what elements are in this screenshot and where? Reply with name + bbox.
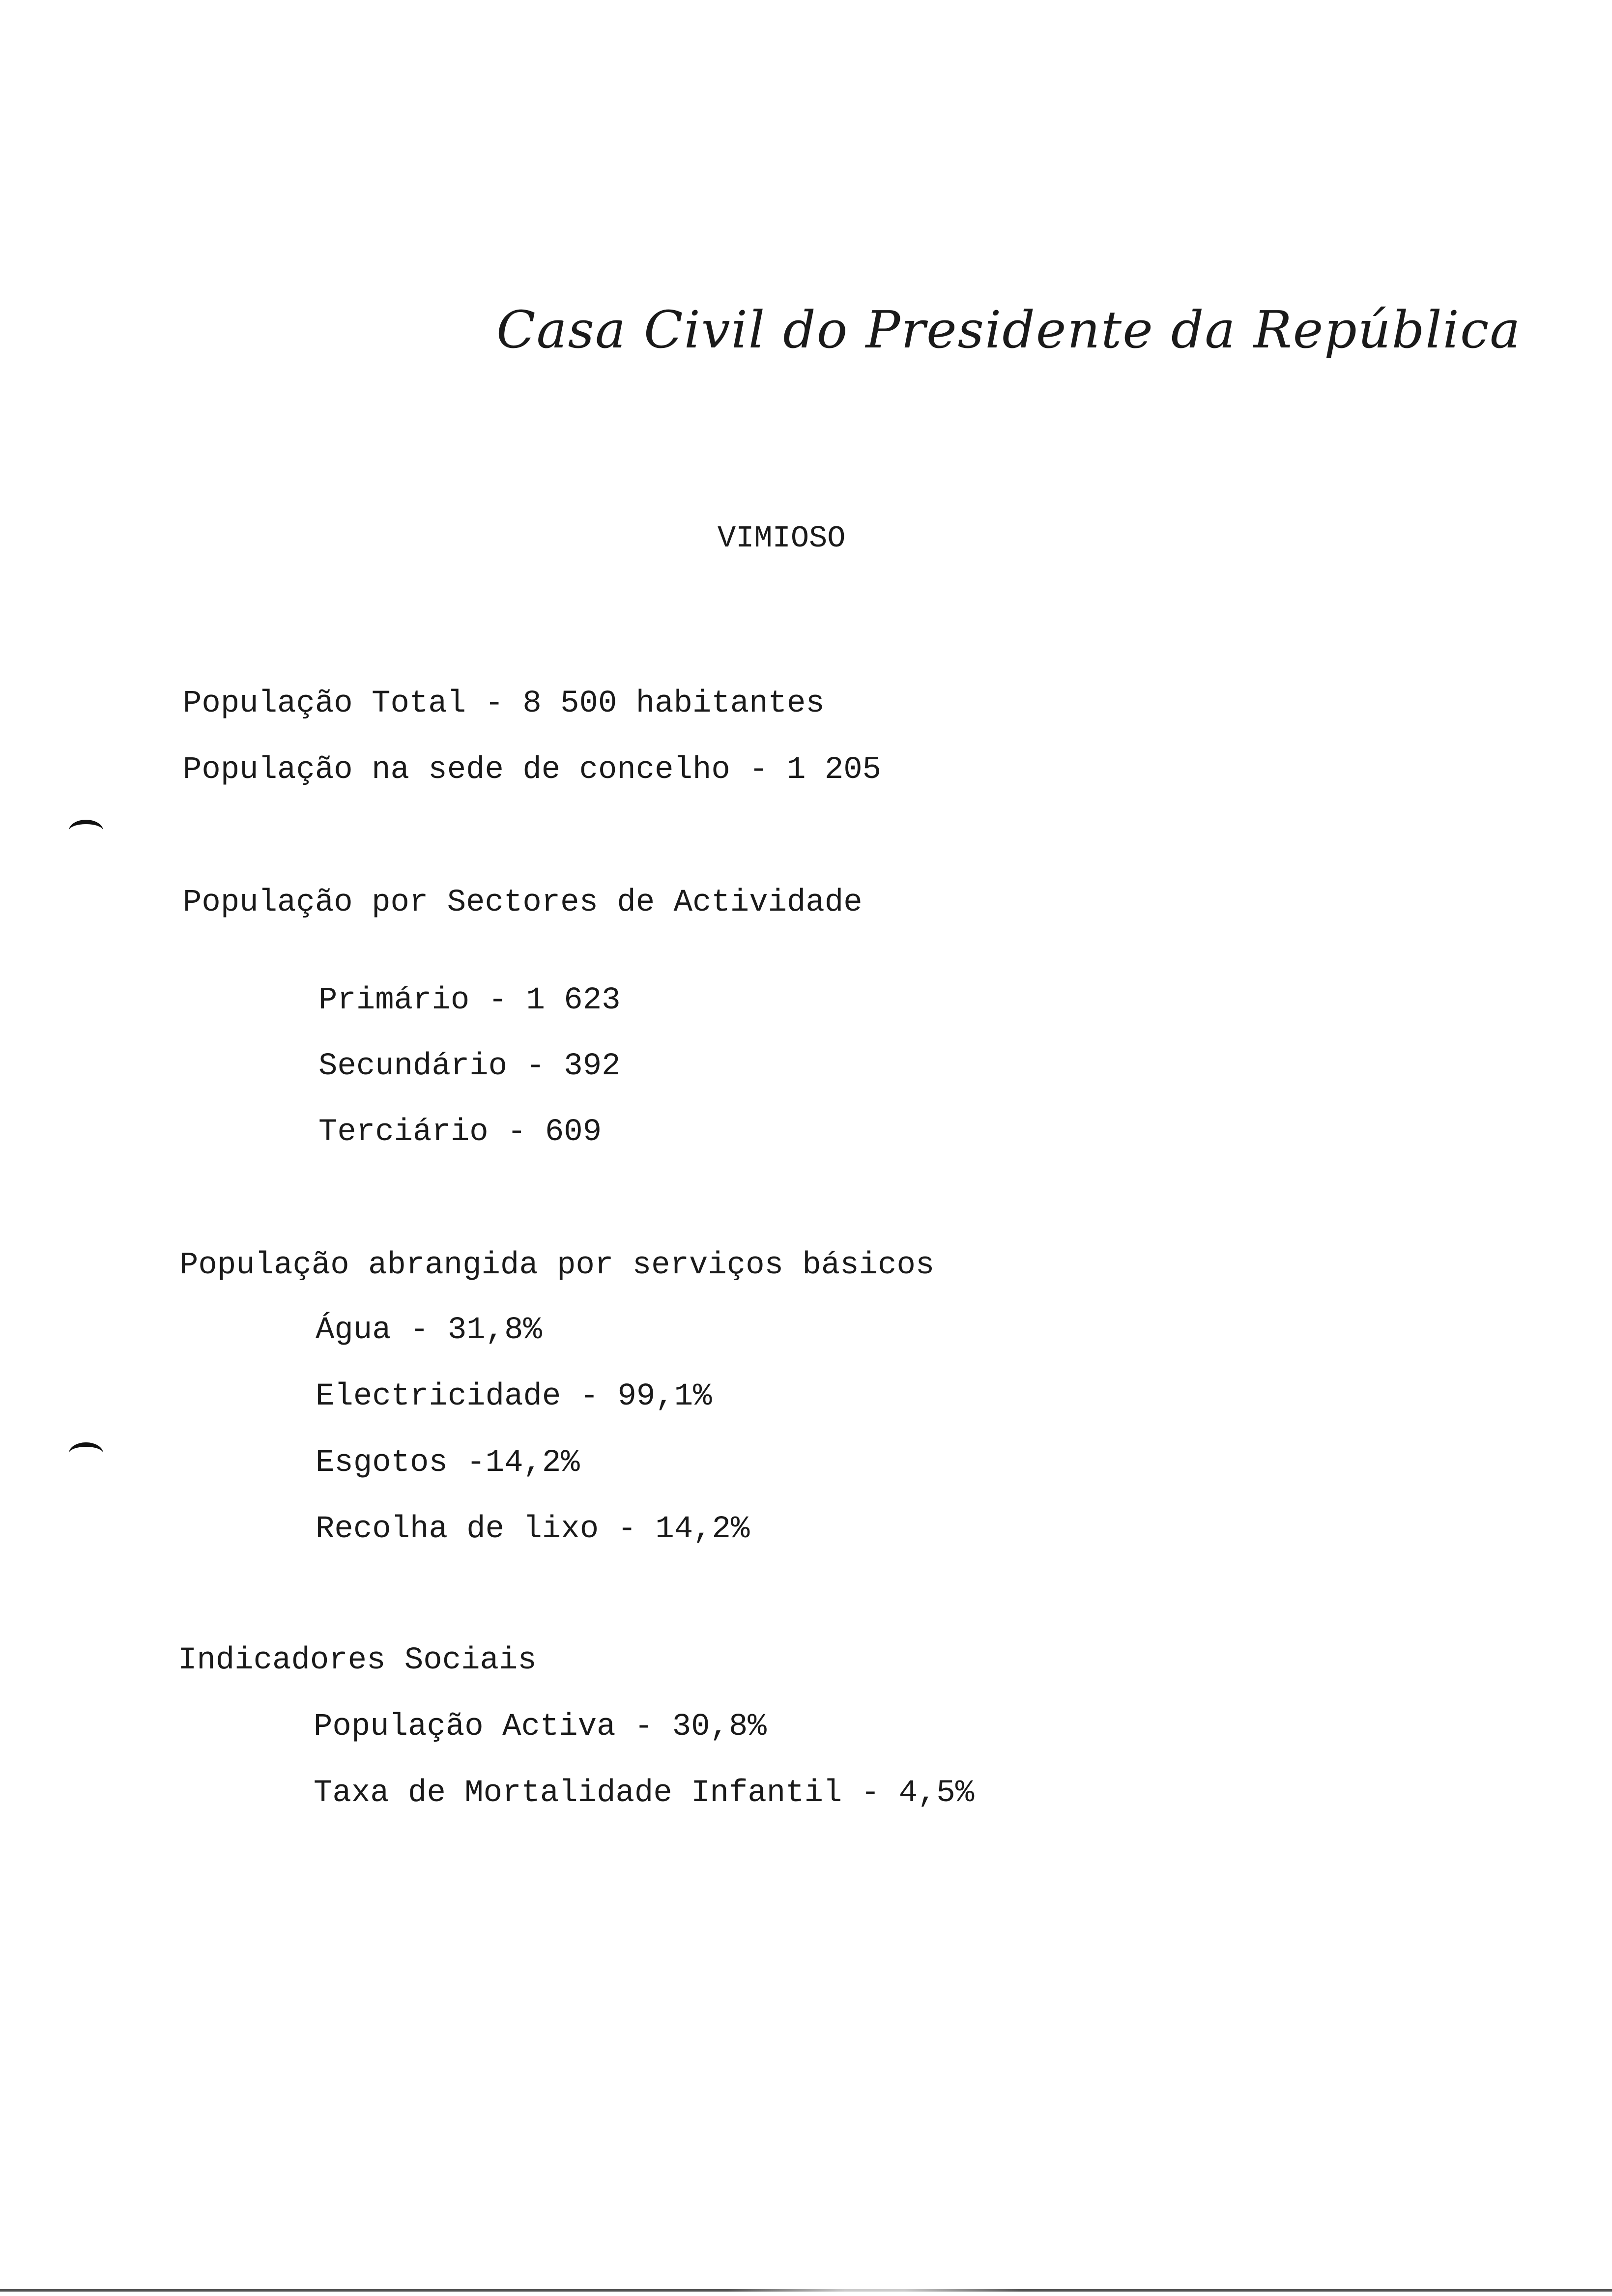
sector-secondary: Secundário - 392 bbox=[318, 1049, 621, 1084]
sector-primary: Primário - 1 623 bbox=[318, 983, 621, 1018]
bottom-edge-fade bbox=[727, 2289, 1022, 2293]
punch-hole-mark bbox=[69, 820, 103, 842]
service-electricity: Electricidade - 99,1% bbox=[316, 1379, 712, 1414]
social-infant-mortality: Taxa de Mortalidade Infantil - 4,5% bbox=[314, 1776, 975, 1811]
social-heading: Indicadores Sociais bbox=[178, 1643, 537, 1678]
letterhead: Casa Civil do Presidente da República bbox=[496, 300, 1522, 360]
service-water: Água - 31,8% bbox=[316, 1313, 542, 1348]
sectors-heading: População por Sectores de Actividade bbox=[183, 885, 863, 920]
services-heading: População abrangida por serviços básicos bbox=[179, 1248, 935, 1283]
population-total: População Total - 8 500 habitantes bbox=[183, 686, 825, 721]
sector-tertiary: Terciário - 609 bbox=[318, 1115, 602, 1150]
document-title: VIMIOSO bbox=[718, 521, 846, 556]
punch-hole-mark bbox=[69, 1442, 103, 1464]
service-sewage: Esgotos -14,2% bbox=[316, 1445, 580, 1481]
social-active-population: População Activa - 30,8% bbox=[314, 1709, 767, 1745]
service-waste-collection: Recolha de lixo - 14,2% bbox=[316, 1512, 750, 1547]
population-seat: População na sede de concelho - 1 205 bbox=[183, 752, 882, 788]
